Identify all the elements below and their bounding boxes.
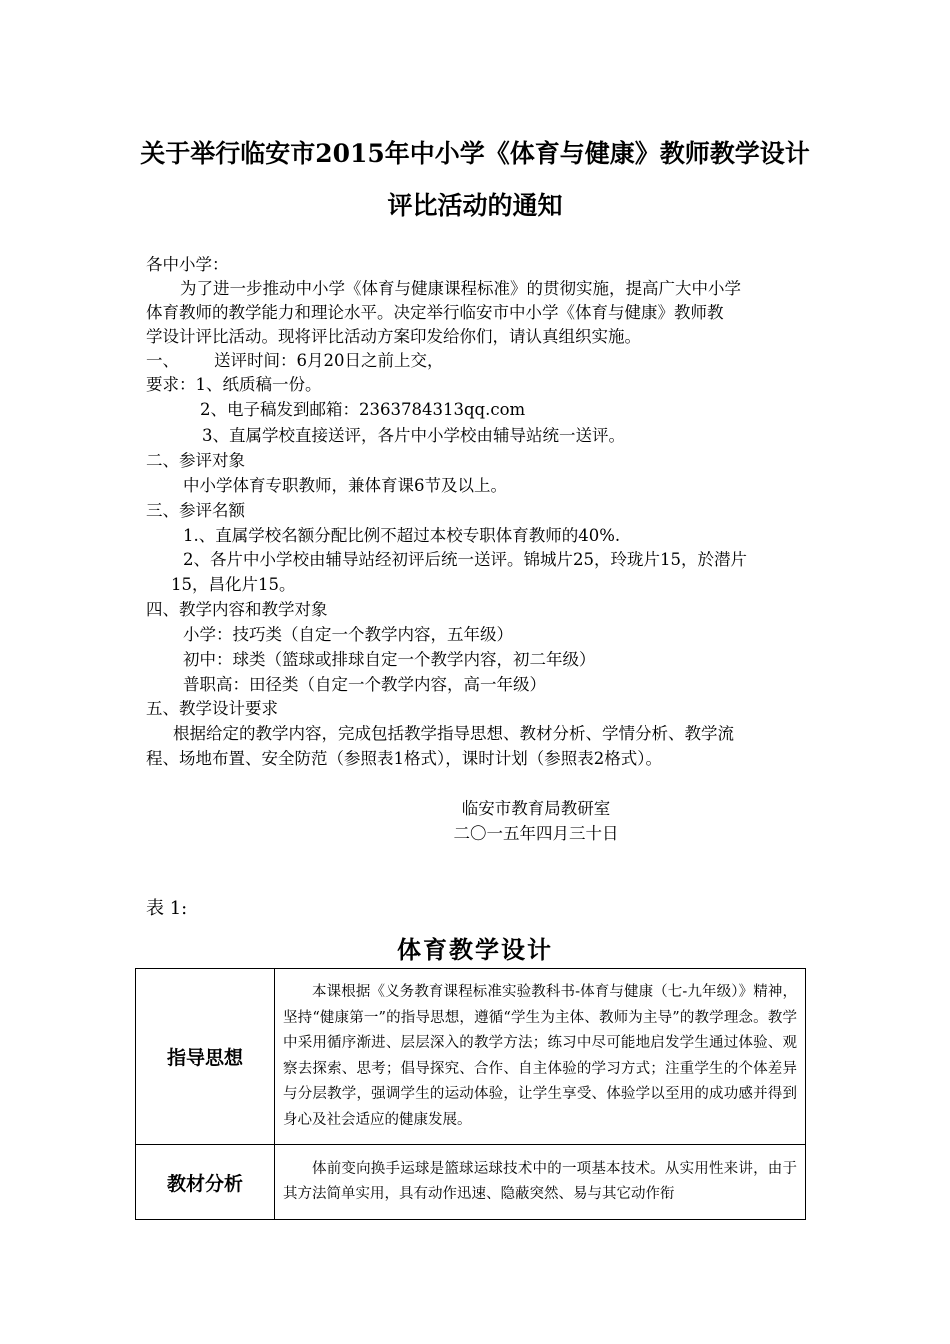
section-4-title: 四、教学内容和教学对象 bbox=[146, 600, 328, 619]
section-5-line-1: 根据给定的教学内容，完成包括教学指导思想、教材分析、学情分析、教学流 bbox=[173, 724, 734, 743]
section-5-title: 五、教学设计要求 bbox=[146, 699, 278, 718]
notice-title-line2: 评比活动的通知 bbox=[387, 191, 563, 220]
intro-line-1: 为了进一步推动中小学《体育与健康课程标准》的贯彻实施，提高广大中小学 bbox=[180, 279, 741, 298]
table-title: 体育教学设计 bbox=[397, 935, 553, 964]
section-4-junior: 初中：球类（篮球或排球自定一个教学内容，初二年级） bbox=[183, 650, 596, 669]
section-2-text: 中小学体育专职教师，兼体育课6节及以上。 bbox=[183, 476, 507, 495]
table-row bbox=[136, 1145, 806, 1220]
section-1-text: 送评时间：6月20日之前上交， bbox=[214, 351, 444, 370]
row-content-guiding-idea bbox=[275, 969, 806, 1145]
notice-title-line1: 关于举行临安市2015年中小学《体育与健康》教师教学设计 bbox=[140, 139, 810, 168]
section-1-number: 一、 bbox=[146, 351, 179, 370]
section-5-line-2: 程、场地布置、安全防范（参照表1格式），课时计划（参照表2格式）。 bbox=[146, 749, 662, 768]
table-label: 表 1: bbox=[146, 898, 188, 919]
intro-line-2: 体育教师的教学能力和理论水平。决定举行临安市中小学《体育与健康》教师教 bbox=[146, 303, 724, 322]
section-2-title: 二、参评对象 bbox=[146, 451, 245, 470]
signature-organization: 临安市教育局教研室 bbox=[461, 799, 611, 818]
teaching-design-table bbox=[135, 968, 806, 1220]
table-row bbox=[136, 969, 806, 1145]
section-3-title: 三、参评名额 bbox=[146, 501, 245, 520]
section-4-vocational: 普职高：田径类（自定一个教学内容，高一年级） bbox=[183, 675, 546, 694]
section-4-primary: 小学：技巧类（自定一个教学内容，五年级） bbox=[183, 625, 513, 644]
material-analysis-text: 体前变向换手运球是篮球运球技术中的一项基本技术。从实用性来讲，由于其方法简单实用，具有动作迅速、隐蔽突然、易与其它动作衔 bbox=[283, 1160, 797, 1202]
section-3-item-2-line-2: 15，昌化片15。 bbox=[171, 575, 296, 594]
guiding-idea-text: 本课根据《义务教育课程标准实验教科书-体育与健康（七-九年级）》精神，坚持“健康第一”的指导思想，遵循“学生为主体、教师为主导”的教学理念。教学中采用循序渐进、层层深入的教学方法；练习中尽可能地启发学生通过体验、观察去探索、思考；倡导探究、合作、自主体验的学习方式；注重学生的个体差异与分层教学，强调学生的运动体验，让学生享受、体验学以至用的成功感并得到身心及社会适应的健康发展。 bbox=[283, 984, 797, 1128]
section-3-item-2-line-1: 2、各片中小学校由辅导站经初评后统一送评。锦城片25，玲珑片15，於潜片 bbox=[183, 550, 747, 569]
signature-date: 二〇一五年四月三十日 bbox=[453, 824, 619, 843]
requirement-3: 3、直属学校直接送评，各片中小学校由辅导站统一送评。 bbox=[202, 426, 625, 445]
salutation: 各中小学： bbox=[146, 255, 229, 274]
row-content-material-analysis bbox=[275, 1145, 806, 1220]
row-header-guiding-idea: 指导思想 bbox=[136, 969, 275, 1145]
section-3-item-1: 1.、直属学校名额分配比例不超过本校专职体育教师的40%. bbox=[183, 526, 621, 545]
requirement-2: 2、电子稿发到邮箱：2363784313qq.com bbox=[200, 400, 526, 419]
intro-line-3: 学设计评比活动。现将评比活动方案印发给你们，请认真组织实施。 bbox=[146, 327, 641, 346]
row-header-material-analysis: 教材分析 bbox=[136, 1145, 275, 1220]
requirement-1: 要求：1、纸质稿一份。 bbox=[146, 375, 322, 394]
